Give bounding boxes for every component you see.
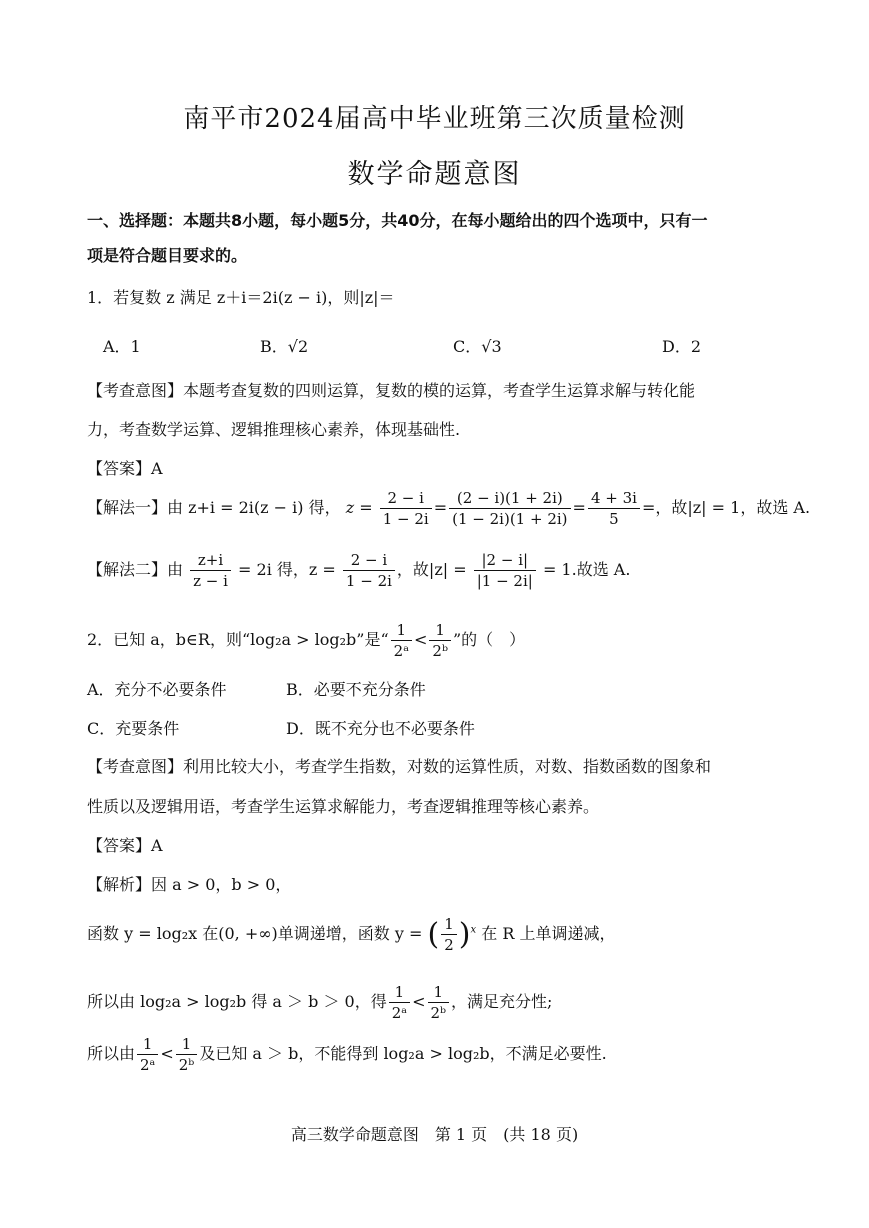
q2-sol3-fraction-1 [389, 982, 410, 1023]
fraction-denominator: 1 − 2i [345, 572, 392, 590]
fraction-numerator: 2 − i [380, 488, 432, 509]
q2-stem-lt: < [414, 630, 428, 649]
q1-solution-one: 【解法一】由 z+i = 2i(z − i) 得， z = $\frac{2 - i}{1 - 2i}$ = $\frac{(2 - i)(1 + 2i)}{(1 - 2i)(1 + 2i)}$ = $\frac{4 + 3i}{5}$ =，故|z| = 1，故选 A. [87, 489, 811, 528]
fraction-denominator: 2ᵇ [178, 1056, 195, 1074]
fraction-denominator: 2 [444, 936, 454, 954]
q2-sol4-b: 及已知 a ＞ b，不能得到 log₂a > log₂b，不满足必要性. [199, 1044, 607, 1063]
q1-sol1-fraction-3 [588, 488, 640, 529]
document-subtitle: 数学命题意图 [347, 159, 522, 190]
q2-option-b: B．必要不充分条件 [286, 680, 426, 699]
q2-solution-line4: 所以由 $\frac{1}{\text{2ᵃ}}$ < $\frac{1}{\text{2ᵇ}}$ 及已知 a ＞ b，不能得到 log₂a > log₂b，不满足必要性. [87, 1035, 607, 1074]
q2-solution-line1: 【解析】因 a > 0，b > 0， [87, 875, 292, 894]
fraction-numerator: (2 − i)(1 + 2i) [449, 488, 570, 509]
q2-sol3-fraction-2 [428, 982, 450, 1023]
q1-sol2-prefix: 【解法二】由 [87, 560, 184, 579]
q2-stem [87, 620, 525, 661]
document-title: 南平市2024届高中毕业班第三次质量检测 [183, 104, 686, 134]
q1-sol2-mid2: ，故|z| = [396, 560, 467, 579]
q2-stem-a: 2．已知 a，b∈R，则“log₂a > log₂b”是“ [87, 630, 389, 649]
fraction-numerator: 1 [389, 982, 410, 1003]
q2-sol2-fraction [441, 914, 457, 955]
q2-sol4-a: 所以由 [87, 1044, 136, 1063]
q1-option-d: D．2 [662, 337, 702, 356]
q1-answer: 【答案】A [87, 459, 163, 478]
fraction-denominator: |1 − 2i| [476, 572, 533, 590]
q2-option-a: A．充分不必要条件 [87, 680, 227, 699]
q1-sol1-fraction-1 [380, 488, 432, 529]
q2-option-d: D．既不充分也不必要条件 [286, 719, 475, 738]
q2-intent-line1: 【考查意图】利用比较大小，考查学生指数，对数的运算性质，对数、指数函数的图象和 [87, 757, 712, 776]
fraction-numerator: 1 [428, 982, 450, 1003]
fraction-denominator: 2ᵃ [391, 1004, 408, 1022]
fraction-denominator: 5 [609, 510, 619, 528]
q1-sol1-fraction-2 [449, 488, 570, 529]
fraction-denominator: 2ᵃ [140, 1056, 156, 1074]
fraction-denominator: 1 − 2i [382, 510, 429, 528]
fraction-numerator: z+i [190, 550, 231, 571]
fraction-denominator: z − i [193, 572, 228, 590]
q1-stem: 1．若复数 z 满足 z＋i＝2i(z − i)，则|z|＝ [87, 288, 395, 307]
q2-solution-line2 [87, 914, 615, 955]
fraction-denominator: 2ᵇ [430, 1004, 447, 1022]
q1-sol2-fraction-3 [474, 550, 536, 591]
fraction-numerator: 1 [429, 620, 451, 641]
var-z: z [345, 498, 355, 517]
q2-sol3-a: 所以由 log₂a > log₂b 得 a ＞ b ＞ 0，得 [87, 992, 387, 1011]
q2-sol3-b: ，满足充分性; [451, 992, 553, 1011]
fraction-denominator: 2ᵃ [393, 642, 409, 660]
fraction-numerator: 1 [441, 914, 457, 935]
q1-option-b: B．√2 [260, 337, 309, 356]
fraction-numerator: 1 [176, 1034, 198, 1055]
section-heading-line1: 一、选择题：本题共8小题，每小题5分，共40分，在每小题给出的四个选项中，只有一 [87, 211, 708, 230]
fraction-numerator: 1 [137, 1034, 158, 1055]
q2-stem-fraction-1 [391, 620, 412, 661]
q2-sol2-b: 在 R 上单调递减， [481, 924, 616, 943]
q2-solution-line3: 所以由 log₂a > log₂b 得 a ＞ b ＞ 0，得 $\frac{1}{\text{2ᵃ}}$ < $\frac{1}{\text{2ᵇ}}$ ，满足充分性; [87, 983, 553, 1022]
q1-sol2-fraction-2 [343, 550, 395, 591]
fraction-numerator: 4 + 3i [588, 488, 640, 509]
q2-sol4-fraction-1 [137, 1034, 158, 1075]
section-heading-line2: 项是符合题目要求的。 [87, 246, 248, 265]
exponent-x: x [470, 924, 477, 936]
q2-sol4-fraction-2 [176, 1034, 198, 1075]
paren-right: ) [458, 917, 471, 952]
q2-option-c: C．充要条件 [87, 719, 180, 738]
q1-option-c: C．√3 [453, 337, 502, 356]
fraction-denominator: (1 − 2i)(1 + 2i) [452, 510, 568, 528]
q1-solution-two [87, 550, 630, 591]
page-footer: 高三数学命题意图 第 1 页 (共 18 页) [290, 1125, 579, 1144]
fraction-denominator: 2ᵇ [432, 642, 448, 660]
q1-sol2-suffix: = 1.故选 A. [542, 560, 631, 579]
q2-stem-fraction-2 [429, 620, 451, 661]
q1-intent-line2: 力，考查数学运算、逻辑推理核心素养，体现基础性. [87, 420, 461, 439]
fraction-numerator: |2 − i| [474, 550, 536, 571]
q1-sol2-fraction-1 [190, 550, 231, 591]
q2-sol2-a: 函数 y = log₂x 在(0, +∞)单调递增，函数 y = [87, 924, 423, 943]
fraction-numerator: 2 − i [343, 550, 395, 571]
q1-sol1-suffix: ，故|z| = 1，故选 A. [655, 498, 811, 517]
q1-intent-line1: 【考查意图】本题考查复数的四则运算，复数的模的运算，考查学生运算求解与转化能 [87, 381, 696, 400]
q1-sol2-mid: = 2i 得，z = [238, 560, 336, 579]
q1-option-a: A．1 [103, 337, 141, 356]
q2-intent-line2: 性质以及逻辑用语，考查学生运算求解能力，考查逻辑推理等核心素养。 [87, 797, 600, 816]
fraction-numerator: 1 [391, 620, 412, 641]
q1-sol1-prefix: 【解法一】由 z+i = 2i(z − i) 得， [87, 498, 341, 517]
q2-stem-b: ”的（ ） [452, 630, 526, 649]
q2-answer: 【答案】A [87, 836, 163, 855]
paren-left: ( [427, 917, 440, 952]
